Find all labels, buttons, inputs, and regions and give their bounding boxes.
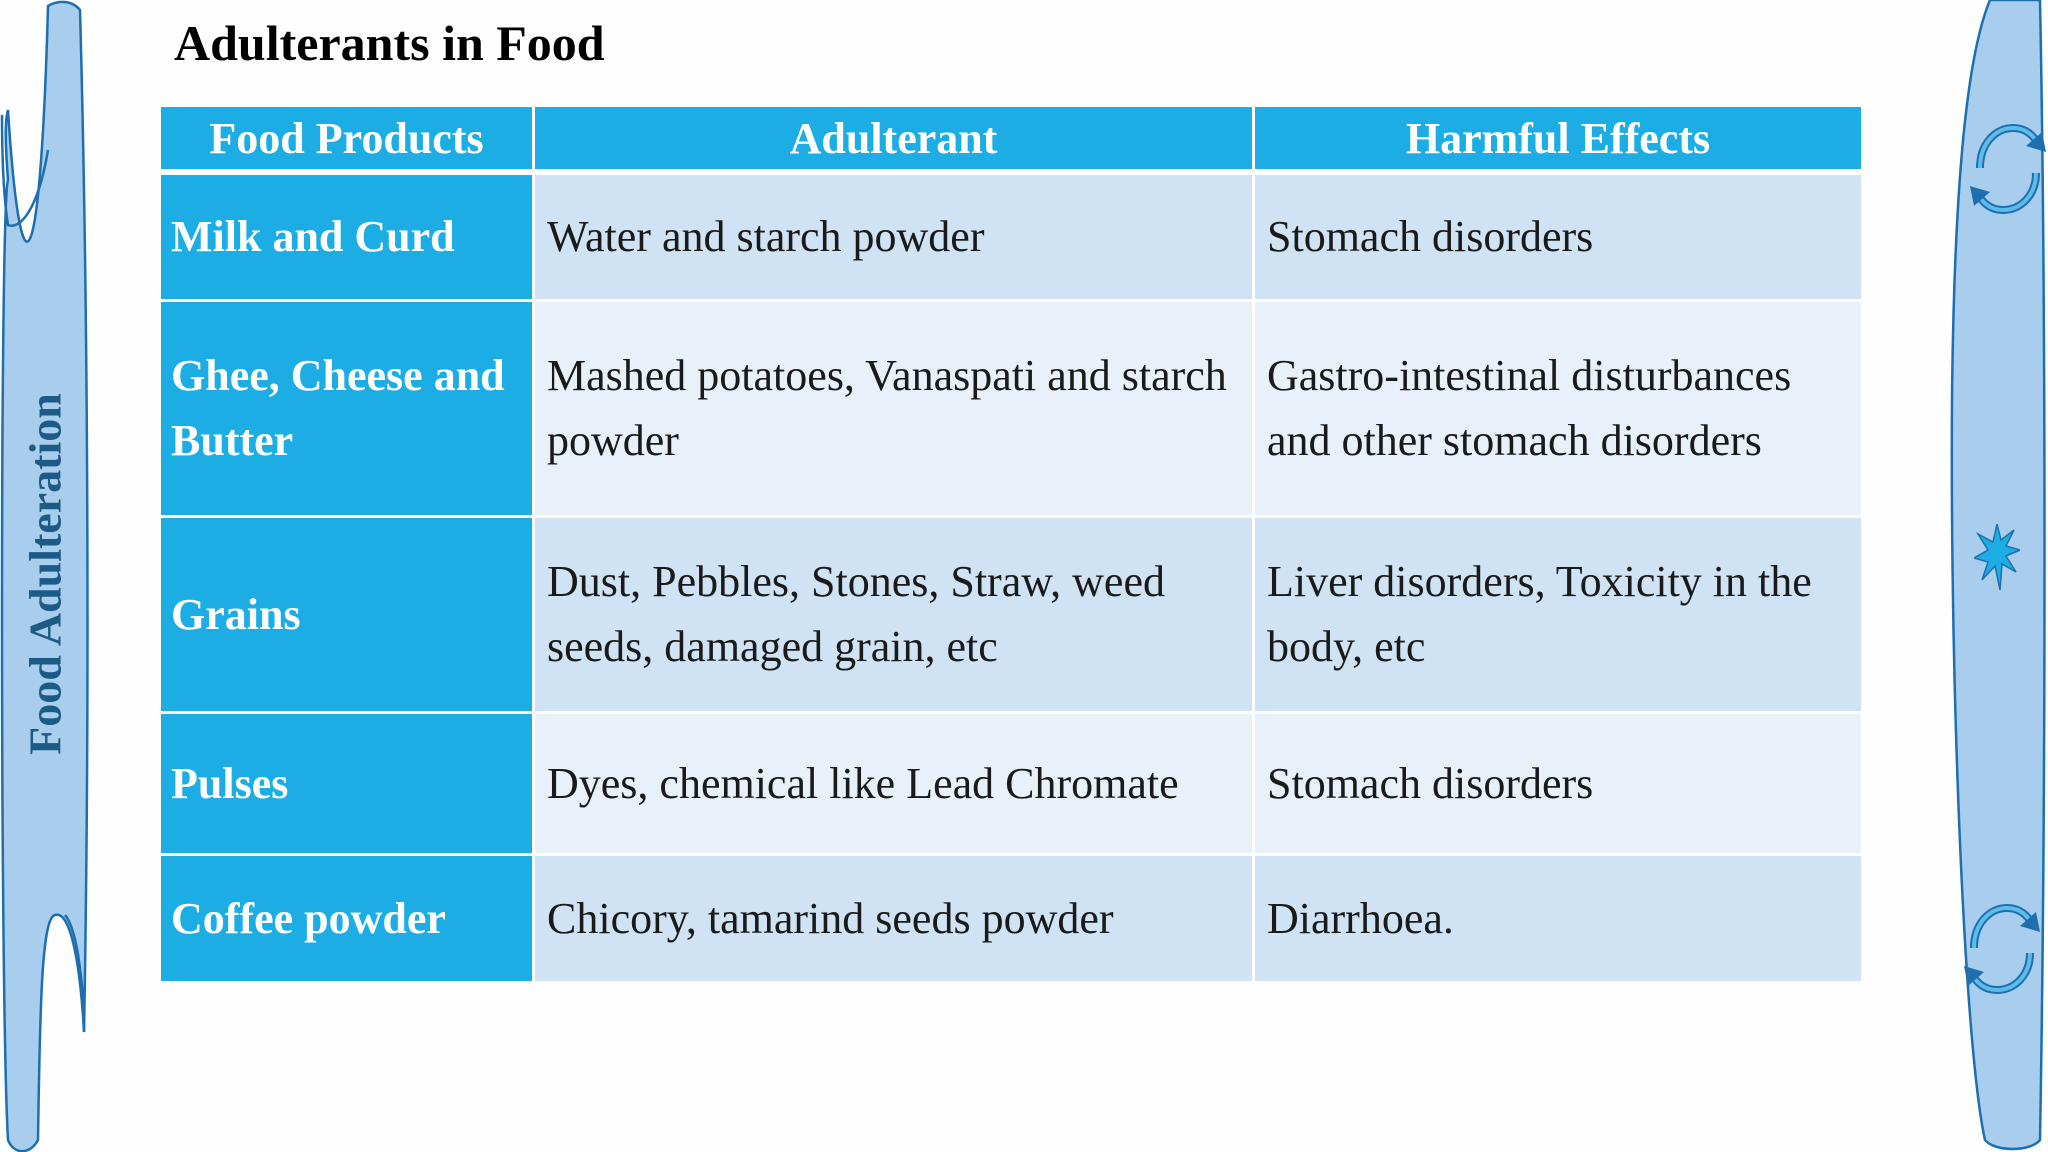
header-harmful-effects: Harmful Effects [1254,106,1863,173]
adulterant-cell: Dust, Pebbles, Stones, Straw, weed seeds, damaged grain, etc [534,516,1254,712]
food-product-cell: Milk and Curd [160,172,534,300]
food-product-cell: Coffee powder [160,854,534,982]
header-adulterant: Adulterant [534,106,1254,173]
harmful-effects-cell: Stomach disorders [1254,172,1863,300]
page-title: Adulterants in Food [174,15,605,71]
sidebar-title: Food Adulteration [19,393,71,755]
food-product-cell: Grains [160,516,534,712]
table-row [160,516,1863,712]
harmful-effects-cell: Gastro-intestinal disturbances and other stomach disorders [1254,300,1863,516]
adulterant-cell: Mashed potatoes, Vanaspati and starch powder [534,300,1254,516]
table-row [160,854,1863,982]
food-product-cell: Ghee, Cheese and Butter [160,300,534,516]
table-row [160,712,1863,854]
header-food-products: Food Products [160,106,534,173]
adulterant-cell: Water and starch powder [534,172,1254,300]
starburst-icon [1974,524,2020,590]
harmful-effects-cell: Liver disorders, Toxicity in the body, etc [1254,516,1863,712]
table-row [160,172,1863,300]
cycle-arrows-icon [1968,118,2048,218]
table-row [160,300,1863,516]
adulterant-cell: Dyes, chemical like Lead Chromate [534,712,1254,854]
adulterants-table [158,104,1864,984]
cycle-arrows-icon [1962,898,2042,998]
food-product-cell: Pulses [160,712,534,854]
harmful-effects-cell: Stomach disorders [1254,712,1863,854]
harmful-effects-cell: Diarrhoea. [1254,854,1863,982]
table-header-row [160,106,1863,173]
adulterant-cell: Chicory, tamarind seeds powder [534,854,1254,982]
